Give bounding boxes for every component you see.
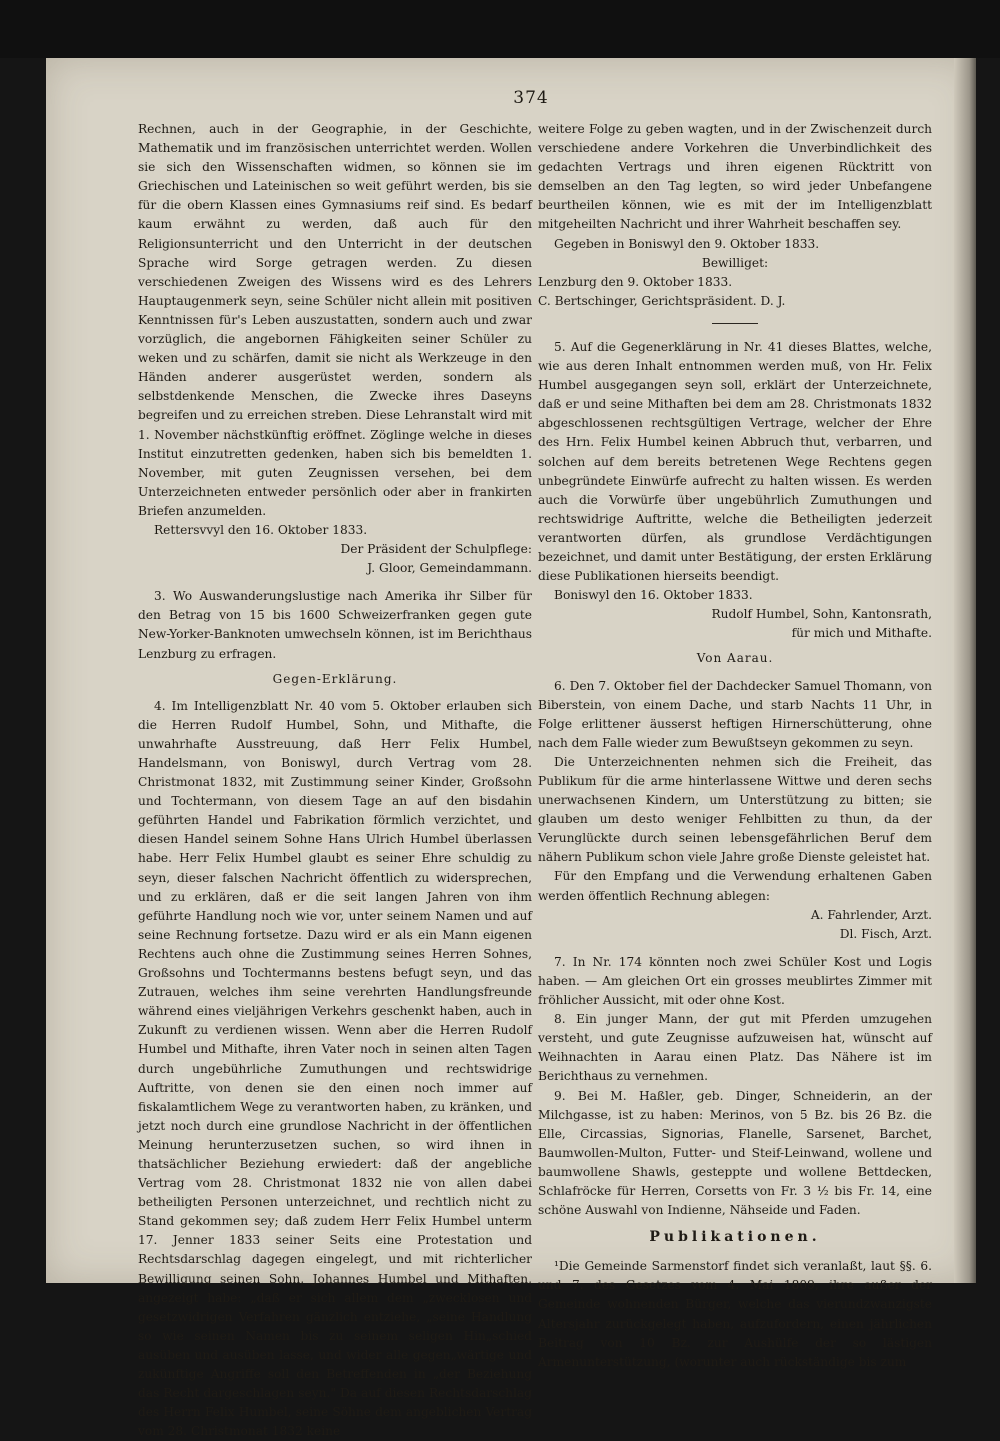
notice-school-signature-name: J. Gloor, Gemeindammann.	[367, 561, 532, 576]
notice-6-signature-1: A. Fahrlender, Arzt.	[810, 907, 932, 922]
section-divider	[712, 323, 758, 324]
notice-7-lodging: 7. In Nr. 174 könnten noch zwei Schüler Kost und Logis haben. — Am gleichen Ort ein grosses meublirtes Zimmer mit fröhlicher Aussicht, mit oder ohne Kost.	[538, 954, 932, 1008]
notice-5-signature-name: Rudolf Humbel, Sohn, Kantonsrath,	[711, 607, 932, 622]
notice-6-accident: 6. Den 7. Oktober fiel der Dachdecker Samuel Thomann, von Biberstein, von einem Dache, und starb Nachts 11 Uhr, in Folge erlittener äusserst heftigen Hirnerschütterung, ohne nach dem Falle wieder zum Bewußtseyn gekommen zu seyn.	[538, 678, 932, 750]
notice-school-place-date: Rettersvvyl den 16. Oktober 1833.	[154, 522, 368, 537]
left-column	[138, 120, 532, 1441]
notice-6-appeal: Die Unterzeichnenten nehmen sich die Freiheit, das Publikum für die arme hinterlassene Wittwe und deren sechs unerwachsenen Kindern, um Unterstützung zu bitten; sie glauben um desto weniger Fehlbitten zu thun, da der Verunglückte durch seinen lebensgefährlichen Beruf dem nähern Publikum schon viele Jahre große Dienste geleistet hat.	[538, 754, 932, 865]
notice-school-signature-title: Der Präsident der Schulpflege:	[340, 542, 532, 557]
heading-gegen-erklaerung: Gegen-Erklärung.	[272, 671, 398, 686]
page-number: 374	[513, 88, 549, 108]
notice-4-counter-declaration: 4. Im Intelligenzblatt Nr. 40 vom 5. Oktober erlauben sich die Herren Rudolf Humbel, Sohn, und Mithafte, die unwahrhafte Ausstreuung, daß Herr Felix Humbel, Handelsmann, von Boniswyl, durch Vertrag vom 28. Christmonat 1832, mit Zustimmung seiner Kinder, Großsohn und Tochtermann, von diesem Tage an auf den bisdahin geführten Handel und Fabrikation förmlich verzichtet, und diesen Handel seinem Sohne Hans Ulrich Humbel überlassen habe. Herr Felix Humbel glaubt es seiner Ehre schuldig zu seyn, dieser falschen Nachricht öffentlich zu widersprechen, und zu erklären, daß er die seit langen Jahren von ihm geführte Handlung noch wie vor, unter seinem Namen und auf seine Rechnung fortsetze. Dazu wird er als ein Mann eigenen Rechtens auch ohne die Zustimmung seines Herren Sohnes, Großsohns und Tochtermanns bestens befugt seyn, und das Zutrauen, welches ihm seine verehrten Handlungsfreunde während eines vieljährigen Verkehrs geschenkt haben, auch in Zukunft zu verdienen wissen. Wenn aber die Herren Rudolf Humbel und Mithafte, ihren Vater noch in seinen alten Tagen durch ungebührliche Zumuthungen und rechtswidrige Auftritte, von denen sie den einen noch immer auf fiskalamtlichem Wege zu verantworten haben, zu kränken, und jetzt noch durch eine grundlose Nachricht in der öffentlichen Meinung herunterzusetzen suchen, so wird ihnen in thatsächlicher Beziehung erwiedert: daß der angebliche Vertrag vom 28. Christmonat 1832 nie von allen dabei betheiligten Personen unterzeichnet, und rechtlich nicht zu Stand gekommen sey; daß zudem Herr Felix Humbel unterm 17. Jenner 1833 seiner Seits eine Protestation und Rechtsdarschlag dagegen eingelegt, und mit richterlicher Bewilligung seinen Sohn, Johannes Humbel und Mithaften, angezeigt habe: „daß er sich allem dem „zwecklosen und gesetzwidrigen Verfahren gänzlich entziehe, „seine Handlung so wie seinen Namen bis zu seinem seligen Hin„schied ausüben und ausüben lasse, und wider alle gegen„wärtige und zukünftige Angriffe soll den Betreffenden in „der Beziehung das Recht dargeschlagen seyn." Da auf diesen Rechtsdarschlag des Herrn Felix Humbel, seine Söhne dem angeblichen Vertrag vom 28. Christmonat 1832 keine	[138, 698, 532, 1439]
notice-9-fabrics: 9. Bei M. Haßler, geb. Dinger, Schneiderin, an der Milchgasse, ist zu haben: Merinos, von 5 Bz. bis 26 Bz. die Elle, Circassias, Signorias, Flanelle, Sarsenet, Barchet, Baumwollen-Multon, Futter- und Steif-Leinwand, wollene und baumwollene Shawls, gesteppte und wollene Bettdecken, Schlafröcke für Herren, Corsetts von Fr. 3 ½ bis Fr. 14, eine schöne Auswahl von Indienne, Nähseide und Faden.	[538, 1088, 932, 1218]
scan-border	[0, 0, 1000, 58]
notice-6-accounting: Für den Empfang und die Verwendung erhaltenen Gaben werden öffentlich Rechnung ablegen:	[538, 869, 932, 903]
notice-publication-sarmenstorf: ¹Die Gemeinde Sarmenstorf findet sich veranlaßt, laut §§. 6. und 7. des Gesetzes vom 4. Mai 1809, ihre außer der Gemeinde wohnenden Bürger, welche das vierundzwanzigste Altersjahr zurückgelegt haben, aufzufordern, einen jährlichen Beitrag von 10 Bz. zur Aushülfe der so lästigen Armenunterstützung, (worunter auch rückständige bis zum	[538, 1259, 932, 1369]
notice-5-signature-note: für mich und Mithafte.	[791, 626, 932, 641]
spacer	[138, 578, 532, 587]
notice-4-approved-place: Lenzburg den 9. Oktober 1833.	[538, 274, 733, 289]
notice-8-job-seeker: 8. Ein junger Mann, der gut mit Pferden umzugehen versteht, und gute Zeugnisse aufzuweisen hat, wünscht auf Weihnachten in Aarau einen Platz. Das Nähere ist im Berichthaus zu vernehmen.	[538, 1012, 932, 1084]
notice-school-text: Rechnen, auch in der Geographie, in der Geschichte, Mathematik und im französischen unterrichtet werden. Wollen sie sich den Wissenschaften widmen, so können sie im Griechischen und Lateinischen so weit geführt werden, bis sie für die obern Klassen eines Gymnasiums reif sind. Es bedarf kaum erwähnt zu werden, daß auch für den Religionsunterricht und den Unterricht in der deutschen Sprache wird Sorge getragen werden. Zu diesen verschiedenen Zweigen des Wissens wird es des Lehrers Hauptaugenmerk seyn, seine Schüler nicht allein mit positiven Kenntnissen für's Leben auszustatten, sondern auch und zwar vorzüglich, die angebornen Fähigkeiten seiner Schüler zu weken und zu schärfen, damit sie nicht als Werkzeuge in den Händen anderer ausgerüstet werden, sondern als selbstdenkende Menschen, die Zwecke ihres Daseyns begreifen und zu erreichen streben. Diese Lehranstalt wird mit 1. November nächstkünftig eröffnet. Zöglinge welche in dieses Institut einzutretten gedenken, haben sich bis bemeldten 1. November, mit guten Zeugnissen versehen, bei dem Unterzeichneten entweder persönlich oder aber in frankirten Briefen anzumelden.	[138, 122, 532, 518]
heading-publikationen: Publikationen.	[649, 1229, 821, 1246]
right-column	[538, 120, 932, 1372]
spacer	[538, 944, 932, 953]
notice-4-approved-label: Bewilliget:	[701, 255, 769, 270]
notice-4-approved-signature: C. Bertschinger, Gerichtspräsident. D. J.	[538, 293, 786, 308]
heading-von-aarau: Von Aarau.	[696, 651, 774, 666]
page-spine-shadow	[954, 58, 976, 1283]
notice-3-emigration: 3. Wo Auswanderungslustige nach Amerika ihr Silber für den Betrag von 15 bis 1600 Schweizerfranken gegen gute New-Yorker-Banknoten umwechseln können, ist im Berichthaus Lenzburg zu erfragen.	[138, 589, 532, 661]
notice-5-place-date: Boniswyl den 16. Oktober 1833.	[554, 588, 753, 603]
newspaper-page	[46, 58, 976, 1439]
notice-6-signature-2: Dl. Fisch, Arzt.	[839, 926, 932, 941]
notice-5-reply: 5. Auf die Gegenerklärung in Nr. 41 dieses Blattes, welche, wie aus deren Inhalt entnommen werden muß, von Hr. Felix Humbel ausgegangen seyn soll, erklärt der Unterzeichnete, daß er und seine Mithaften bei dem am 28. Christmonats 1832 abgeschlossenen rechtsgültigen Vertrage, welcher der Ehre des Hrn. Felix Humbel keinen Abbruch thut, verbarren, und solchen auf dem bereits betretenen Wege Rechtens gegen unbegründete Einwürfe aufrecht zu halten wissen. Es werden auch die Vorwürfe über ungebührlich Zumuthungen und rechtswidrige Auftritte, welche die Betheiligten jederzeit verantworten dürfen, als grundlose Verdächtigungen bezeichnet, und damit unter Bestätigung, der ersten Erklärung diese Publikationen hierseits beendigt.	[538, 339, 932, 584]
notice-4-place-date: Gegeben in Boniswyl den 9. Oktober 1833.	[554, 236, 820, 251]
notice-4-continuation: weitere Folge zu geben wagten, und in der Zwischenzeit durch verschiedene andere Vorkehren die Unverbindlichkeit des gedachten Vertrags und ihren eigenen Rücktritt von demselben an den Tag legten, so wird jeder Unbefangene beurtheilen können, wie es mit der im Intelligenzblatt mitgeheilten Nachricht und ihrer Wahrheit beschaffen sey.	[538, 122, 932, 232]
